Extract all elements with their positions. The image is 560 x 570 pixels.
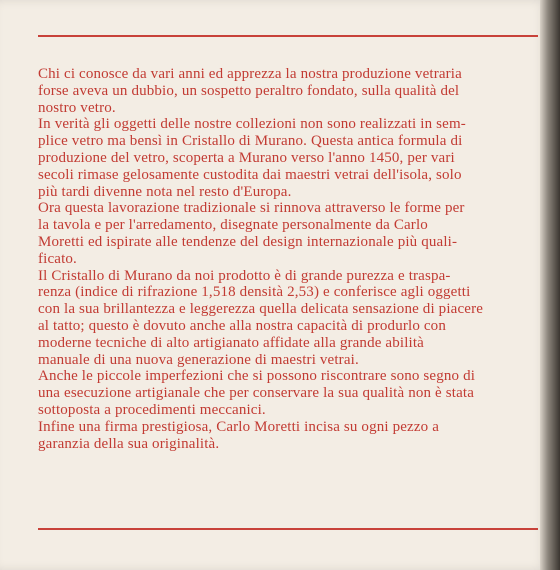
paragraph-cristallo: In verità gli oggetti delle nostre collezioni non sono realizzati in sem- plice vetro ma bensì in Cristallo di Murano. Questa antica formula di produzione del vetro, scoperta a Murano verso l'anno 1450, per vari secoli rimase gelosamente custodita dai maestri vetrai dell'isola, solo più tardi divenne nota nel resto d'Europa. xyxy=(38,116,466,200)
body-text xyxy=(38,66,538,452)
page-edge-shadow xyxy=(540,0,560,570)
paragraph-intro: Chi ci conosce da vari anni ed apprezza la nostra produzione vetraria forse aveva un dubbio, un sospetto peraltro fondato, sulla qualità del nostro vetro. xyxy=(38,66,462,116)
top-divider xyxy=(38,35,538,37)
paragraph-firma: Infine una firma prestigiosa, Carlo Moretti incisa su ogni pezzo a garanzia della sua originalità. xyxy=(38,418,440,452)
paragraph-imperfezioni: Anche le piccole imperfezioni che si possono riscontrare sono segno di una esecuzione artigianale che per conservare la sua qualità non è stata sottoposta a procedimenti meccanici. xyxy=(38,368,476,418)
paragraph-design: Ora questa lavorazione tradizionale si rinnova attraverso le forme per la tavola e per l'arredamento, disegnate personalmente da Carlo Moretti ed ispirate alle tendenze del design internazionale più quali- ficato. xyxy=(38,200,465,267)
paragraph-purezza: Il Cristallo di Murano da noi prodotto è di grande purezza e traspa- renza (indice di rifrazione 1,518 densità 2,53) e conferisce agli oggetti con la sua brillantezza e leggerezza quella delicata sensazione di piacere al tatto; questo è dovuto anche alla nostra capacità di produrlo con moderne tecniche di alto artigianato affidate alla grande abilità manuale di una nuova generazione di maestri vetrai. xyxy=(38,267,484,368)
bottom-divider xyxy=(38,528,538,530)
